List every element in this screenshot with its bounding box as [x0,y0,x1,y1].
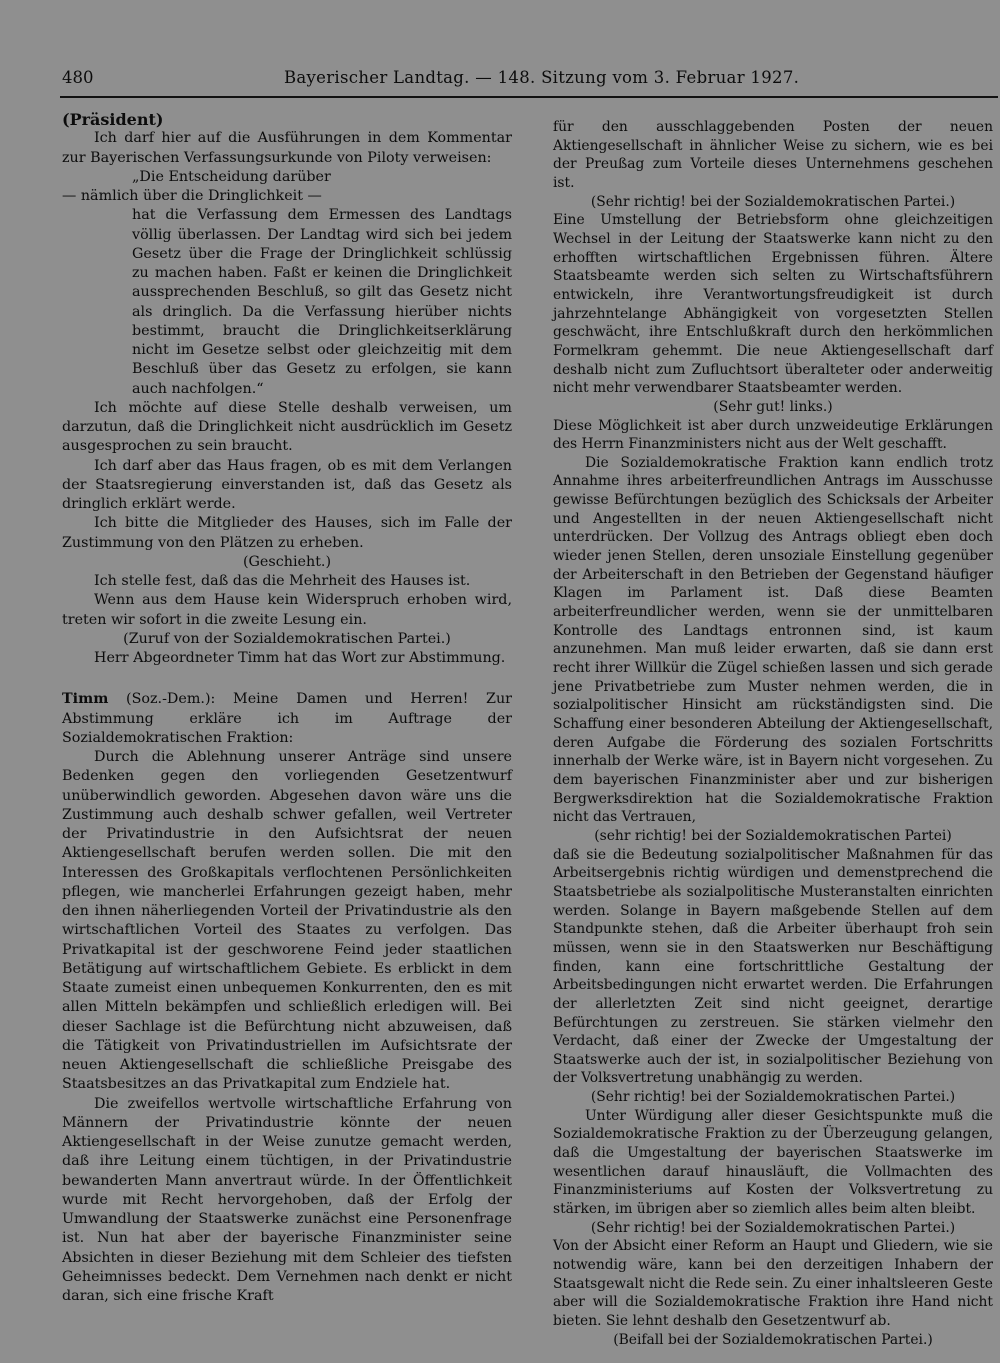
paragraph: Wenn aus dem Hause kein Widerspruch erhoben wird, treten wir sofort in die zweite Lesung ein. [62,592,512,628]
remark: (sehr richtig! bei der Sozialdemokratischen Partei) [594,827,952,844]
paragraph: Diese Möglichkeit ist aber durch unzweideutige Erklärungen des Herrn Finanzministers nicht aus der Welt geschafft. [553,417,993,453]
paragraph: Ich darf aber das Haus fragen, ob es mit dem Verlangen der Staatsregierung einverstanden ist, daß das Gesetz als dringlich erklärt werde. [62,457,512,512]
section-heading: (Präsident) [62,110,164,129]
spacer [62,668,512,690]
paragraph: für den ausschlaggebenden Posten der neuen Aktiengesellschaft in ähnlicher Weise zu sichern, wie es bei der Preußag zum Vorteile dieses Unternehmens geschehen ist. [553,119,993,191]
quote-block: hat die Verfassung dem Ermessen des Landtags völlig überlassen. Der Landtag wird sich bei jedem Gesetz über die Frage der Dringlichkeit schlüssig zu machen haben. Faßt er keinen die Dringlichkeit aussprechenden Beschluß, so gilt das Gesetz nicht als dringlich. Da die Verfassung hierüber nichts bestimmt, braucht die Dringlichkeitserklärung nicht im Gesetze selbst oder gleichzeitig mit dem Beschluß über das Gesetz zu erfolgen, sie kann auch nachfolgen.“ [132,207,512,397]
remark: (Zuruf von der Sozialdemokratischen Partei.) [123,630,451,647]
paragraph: Ich möchte auf diese Stelle deshalb verweisen, um darzutun, daß die Dringlichkeit nicht ausdrücklich im Gesetz ausgesprochen zu sein braucht. [62,399,512,455]
paragraph: Durch die Ablehnung unserer Anträge sind unsere Bedenken gegen den vorliegenden Gesetzentwurf unüberwindlich geworden. Abgesehen davon wäre uns die Zustimmung auch deshalb schwer gefallen, weil Vertreter der Privatindustrie in den Aufsichtsrat der neuen Aktiengesellschaft berufen werden sollen. Die mit den Interessen des Großkapitals verflochtenen Persönlichkeiten pflegen, wie mancherlei Erfahrungen gezeigt haben, mehr den ihnen näherliegenden Vorteil der Privatindustrie als den wirtschaftlichen Vorteil des Staates zu verfolgen. Das Privatkapital ist der geschworene Feind jeder staatlichen Betätigung auf wirtschaftlichem Gebiete. Es erblickt in dem Staate zumeist einen unbequemen Konkurrenten, den es mit allen Mitteln bekämpfen und schließlich erledigen will. Bei dieser Sachlage ist die Befürchtung nicht abzuweisen, daß die Tätigkeit von Privatindustriellen im Aufsichtsrate der neuen Aktiengesellschaft die schließliche Preisgabe des Staatsbesitzes an das Privatkapital zum Endziele hat. [62,749,512,1093]
speaker-name: Timm [62,691,109,708]
remark: (Geschieht.) [242,553,332,570]
header-rule [60,96,998,98]
remark: (Sehr richtig! bei der Sozialdemokratischen Partei.) [590,1089,956,1106]
paragraph: Die Sozialdemokratische Fraktion kann endlich trotz Annahme ihres arbeiterfreundlichen Antrags im Ausschusse gewisse Befürchtungen bezüglich des Schicksals der Arbeiter und Angestellten in der neuen Aktiengesellschaft nicht unterdrücken. Der Vollzug des Antrags obliegt eben doch wieder jenen Stellen, deren unsoziale Einstellung gegenüber der Arbeiterschaft in den Betrieben der Gegenstand häufiger Klagen im Parlament ist. Daß diese Beamten arbeiterfreundlicher werden, wenn sie der unmittelbaren Kontrolle des Landtags entronnen sind, ist kaum anzunehmen. Man muß leider erwarten, daß sie dann erst recht ihrer Willkür die Zügel schießen lassen und sich gerade jene Privatbetriebe zum Muster nehmen werden, die in sozialpolitischer Hinsicht am rückständigsten sind. Die Schaffung einer besonderen Abteilung der Aktiengesellschaft, deren Aufgabe die Förderung des sozialen Fortschritts innerhalb der Werke wäre, ist in Bayern nicht vorgesehen. Zu dem bayerischen Finanzminister aber und zur bisherigen Bergwerksdirektion hat die Sozialdemokratische Fraktion nicht das Vertrauen, [553,454,993,826]
page-header [62,68,992,92]
speaker-text: (Soz.-Dem.): Meine Damen und Herren! Zur Abstimmung erkläre ich im Auftrage der Sozialdemokratischen Fraktion: [62,691,512,746]
remark: (Sehr richtig! bei der Sozialdemokratischen Partei.) [590,1219,956,1236]
quote-line: „Die Entscheidung darüber [132,168,331,185]
paragraph: Ich stelle fest, daß das die Mehrheit des Hauses ist. [94,573,471,589]
running-title: Bayerischer Landtag. — 148. Sitzung vom 3. Februar 1927. [284,68,800,87]
paragraph: Von der Absicht einer Reform an Haupt und Gliedern, wie sie notwendig wäre, kann bei den derzeitigen Inhabern der Staatsgewalt nicht die Rede sein. Zu einer inhaltsleeren Geste aber will die Sozialdemokratische Fraktion ihre Hand nicht bieten. Sie lehnt deshalb den Gesetzentwurf ab. [553,1238,993,1329]
paragraph: daß sie die Bedeutung sozialpolitischer Maßnahmen für das Arbeitsergebnis richtig würdigen und demenstprechend die Staatsbetriebe als sozialpolitische Musteranstalten einrichten werden. Solange in Bayern maßgebende Stellen auf dem Standpunkte stehen, daß die Arbeiter überhaupt froh sein müssen, wenn sie in den Staatswerken nur Beschäftigung finden, kann eine fortschrittliche Gestaltung der Arbeitsbedingungen nicht erwartet werden. Die Erfahrungen der allerletzten Zeit sind nicht geeignet, derartige Befürchtungen zu zerstreuen. Sie stärken vielmehr den Verdacht, daß einer der Zwecke der Umgestaltung der Staatswerke auch der ist, in sozialpolitischer Beziehung von der Volksvertretung unabhängig zu werden. [553,846,993,1087]
remark: (Sehr richtig! bei der Sozialdemokratischen Partei.) [590,193,956,210]
paragraph: Ich bitte die Mitglieder des Hauses, sich im Falle der Zustimmung von den Plätzen zu erheben. [62,515,512,551]
paragraph: Unter Würdigung aller dieser Gesichtspunkte muß die Sozialdemokratische Fraktion zu der Überzeugung gelangen, daß die Umgestaltung der bayerischen Staatswerke im wesentlichen darauf hinausläuft, die Vollmachten des Finanzministeriums auf Kosten der Volksvertretung zu stärken, im übrigen aber so ziemlich alles beim alten bleibt. [553,1107,993,1218]
speaker-paragraph [62,690,512,748]
paragraph: Herr Abgeordneter Timm hat das Wort zur Abstimmung. [94,650,506,666]
paragraph: Die zweifellos wertvolle wirtschaftliche Erfahrung von Männern der Privatindustrie könnte der neuen Aktiengesellschaft in der Weise zunutze gemacht werden, daß ihre Leitung einem tüchtigen, in der Privatindustrie bewanderten Mann anvertraut würde. In der Öffentlichkeit wurde mit Recht hervorgehoben, daß der Erfolg der Umwandlung der Staatswerke zunächst eine Personenfrage ist. Nun hat aber der bayerische Finanzminister seine Absichten in dieser Beziehung mit dem Schleier des tiefsten Geheimnisses bedeckt. Dem Vernehmen nach denkt er nicht daran, sich eine frische Kraft [62,1095,512,1304]
paragraph: Ich darf hier auf die Ausführungen in dem Kommentar zur Bayerischen Verfassungsurkunde von Piloty verweisen: [62,130,512,166]
quote-interjection: — nämlich über die Dringlichkeit — [62,188,322,204]
paragraph: Eine Umstellung der Betriebsform ohne gleichzeitigen Wechsel in der Leitung der Staatswerke kann nicht zu den erhofften wirtschaftlichen Ergebnissen führen. Ältere Staatsbeamte werden sich selten zu Wirtschaftsführern entwickeln, ihre Verantwortungsfreudigkeit ist durch jahrzehntelange Abhängigkeit von vorgesetzten Stellen geschwächt, ihre Entschlußkraft durch den herkömmlichen Formelkram gehemmt. Die neue Aktiengesellschaft darf deshalb nicht zum Zufluchtsort überalteter oder anderweitig nicht mehr verwendbarer Staatsbeamter werden. [553,212,993,397]
right-column [553,118,993,1349]
remark: (Sehr gut! links.) [713,398,833,415]
left-column [62,110,512,1306]
remark: (Beifall bei der Sozialdemokratischen Partei.) [613,1331,933,1348]
page-number: 480 [62,68,94,87]
